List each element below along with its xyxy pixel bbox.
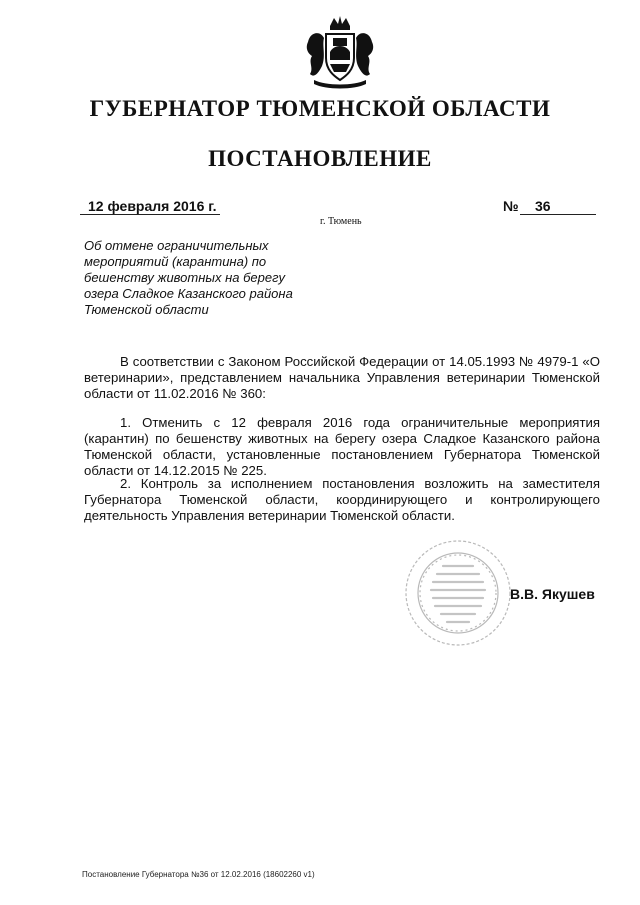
body-paragraph-1: 1. Отменить с 12 февраля 2016 года ограничительные мероприятия (карантин) по бешенству животных на берегу озера Сладкое Казанского района Тюменской области, установленные постановлением Губернатора Тюменской области от 14.12.2015 № 225. xyxy=(84,415,600,478)
decree-date: 12 февраля 2016 г. xyxy=(88,198,217,214)
official-stamp-icon xyxy=(403,538,513,648)
number-underline xyxy=(520,214,596,215)
document-type-title: ПОСТАНОВЛЕНИЕ xyxy=(208,146,432,171)
governor-title: ГУБЕРНАТОР ТЮМЕНСКОЙ ОБЛАСТИ xyxy=(89,96,551,121)
decree-subject: Об отмене ограничительных мероприятий (карантина) по бешенству животных на берегу озера Сладкое Казанского района Тюменской области xyxy=(84,238,293,317)
document-footer: Постановление Губернатора №36 от 12.02.2016 (18602260 v1) xyxy=(82,870,315,879)
city-label: г. Тюмень xyxy=(320,216,362,227)
signer-name: В.В. Якушев xyxy=(510,586,595,602)
body-paragraph-preamble: В соответствии с Законом Российской Федерации от 14.05.1993 № 4979-1 «О ветеринарии», представлением начальника Управления ветеринарии Тюменской области от 11.02.2016 № 360: xyxy=(84,354,600,401)
number-label: № xyxy=(503,198,519,214)
date-underline xyxy=(80,214,220,215)
body-paragraph-2: 2. Контроль за исполнением постановления возложить на заместителя Губернатора Тюменской области, координирующего и контролирующего деятельность Управления ветеринарии Тюменской области. xyxy=(84,476,600,523)
decree-number: 36 xyxy=(535,198,551,214)
coat-of-arms-icon xyxy=(300,12,380,92)
